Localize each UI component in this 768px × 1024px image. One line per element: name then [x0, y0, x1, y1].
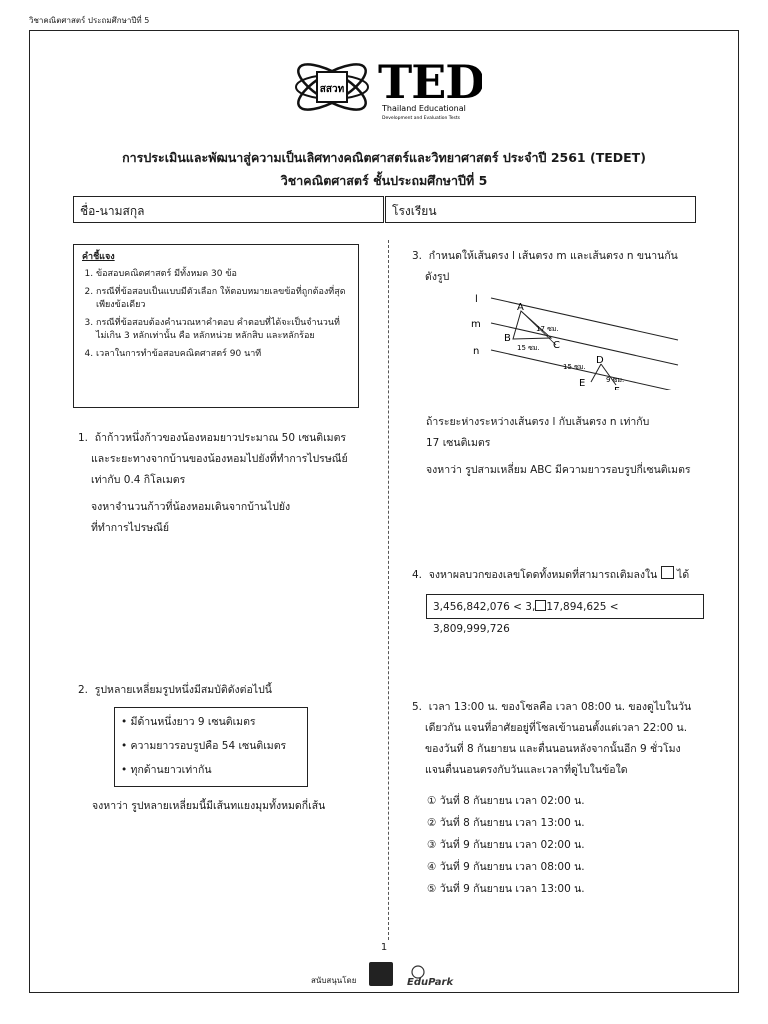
option-text: วันที่ 9 กันยายน เวลา 02:00 น. [439, 839, 585, 851]
name-label: ชื่อ-นามสกุล [80, 204, 145, 218]
school-field[interactable] [385, 196, 696, 223]
exam-title: การประเมินและพัฒนาสู่ความเป็นเลิศทางคณิตศาสตร์และวิทยาศาสตร์ ประจำปี 2561 (TEDET) [122, 150, 646, 165]
q3-line1: กำหนดให้เส้นตรง l เส้นตรง m และเส้นตรง n ขนานกัน [428, 250, 678, 262]
option-text: วันที่ 8 กันยายน เวลา 02:00 น. [439, 795, 585, 807]
q4-number: 4. [412, 569, 423, 581]
svg-text:15 ซม.: 15 ซม. [563, 363, 586, 371]
q3-line3: ถ้าระยะห่างระหว่างเส้นตรง l กับเส้นตรง n เท่ากับ [426, 416, 650, 428]
instructions-box [73, 244, 359, 408]
q2-question: จงหาว่า รูปหลายเหลี่ยมนี้มีเส้นทแยงมุมทั้งหมดกี่เส้น [92, 800, 326, 812]
question-1 [78, 428, 378, 539]
svg-text:Development and Evaluation Tes: Development and Evaluation Tests [382, 116, 461, 121]
q2-line1: รูปหลายเหลี่ยมรูปหนึ่งมีสมบัติดังต่อไปนี้ [94, 684, 272, 696]
question-2 [78, 680, 378, 701]
instruction-item: 4. เวลาในการทำข้อสอบคณิตศาสตร์ 90 นาที [96, 348, 350, 361]
q1-number: 1. [78, 432, 89, 444]
option-2[interactable] [427, 812, 717, 834]
svg-text:9 ซม.: 9 ซม. [606, 376, 625, 384]
q3-number: 3. [412, 250, 423, 262]
q3-line5: จงหาว่า รูปสามเหลี่ยม ABC มีความยาวรอบรูปกี่เซนติเมตร [426, 464, 691, 476]
q5-number: 5. [412, 701, 423, 713]
option-text: วันที่ 9 กันยายน เวลา 08:00 น. [439, 861, 585, 873]
svg-text:A: A [517, 302, 524, 313]
blank-box-icon [535, 600, 546, 611]
q1-line5: ที่ทำการไปรษณีย์ [91, 522, 170, 534]
svg-text:Thailand Educational: Thailand Educational [382, 104, 466, 113]
option-mark: ① [427, 795, 437, 807]
q2-prop: ความยาวรอบรูปคือ 54 เซนติเมตร [130, 740, 287, 752]
option-text: วันที่ 8 กันยายน เวลา 13:00 น. [439, 817, 585, 829]
q3-line2: ดังรูป [425, 271, 450, 283]
svg-text:TEDET: TED [378, 55, 482, 109]
svg-text:D: D [596, 355, 604, 366]
svg-text:17 ซม.: 17 ซม. [536, 325, 559, 333]
svg-text:l: l [475, 294, 478, 305]
q4-expr-a: 3,456,842,076 < 3, [433, 601, 536, 613]
question-4 [412, 565, 722, 586]
name-field[interactable] [73, 196, 384, 223]
column-divider [388, 240, 389, 940]
q2-properties-box: • มีด้านหนึ่งยาว 9 เซนติเมตร • ความยาวรอบรูปคือ 54 เซนติเมตร • ทุกด้านยาวเท่ากัน [114, 707, 308, 787]
q4-line1-end: ได้ [677, 569, 690, 581]
q5-line3: ของวันที่ 8 กันยายน และตื่นนอนหลังจากนั้นอีก 9 ชั่วโมง [425, 743, 681, 755]
q5-line4: แจนตื่นนอนตรงกับวันและเวลาที่ดูไบในข้อใด [425, 764, 628, 776]
q2-prop: ทุกด้านยาวเท่ากัน [130, 764, 212, 776]
option-text: วันที่ 9 กันยายน เวลา 13:00 น. [439, 883, 585, 895]
svg-text:n: n [473, 346, 480, 357]
page-number: 1 [380, 942, 388, 953]
svg-text:สสวท: สสวท [319, 84, 345, 95]
svg-text:B: B [504, 333, 511, 344]
blank-box-icon [661, 566, 674, 579]
running-title: วิชาคณิตศาสตร์ ประถมศึกษาปีที่ 5 [29, 16, 150, 25]
svg-text:C: C [553, 340, 560, 351]
q2-number: 2. [78, 684, 89, 696]
option-mark: ③ [427, 839, 437, 851]
instructions-title: คำชี้แจง [82, 252, 115, 262]
question-5 [412, 697, 722, 781]
option-5[interactable] [427, 878, 717, 900]
school-label: โรงเรียน [392, 204, 437, 218]
tedet-logo [292, 50, 482, 124]
question-3 [412, 246, 712, 288]
q5-options [427, 790, 717, 900]
instruction-item: 3. กรณีที่ข้อสอบต้องคำนวณหาคำตอบ คำตอบที่ได้จะเป็นจำนวนที่ไม่เกิน 3 หลักเท่านั้น คือ หลักหน่วย หลักสิบ และหลักร้อย [96, 317, 350, 343]
q4-expr-b: 17,894,625 < 3,809,999,726 [433, 601, 619, 635]
q1-line1: ถ้าก้าวหนึ่งก้าวของน้องหอมยาวประมาณ 50 เซนติเมตร [94, 432, 347, 444]
exam-subject: วิชาคณิตศาสตร์ ชั้นประถมศึกษาปีที่ 5 [280, 173, 488, 188]
option-3[interactable] [427, 834, 717, 856]
svg-text:E: E [579, 378, 586, 389]
edupark-logo [404, 962, 462, 988]
q3-continued [426, 412, 716, 481]
svg-text:F [614, 386, 620, 390]
option-mark: ② [427, 817, 437, 829]
sponsor-label: สนับสนุนโดย [311, 976, 357, 985]
instruction-item: 1. ข้อสอบคณิตศาสตร์ มีทั้งหมด 30 ข้อ [96, 268, 350, 281]
option-1[interactable] [427, 790, 717, 812]
q3-line4: 17 เซนติเมตร [426, 437, 491, 449]
q5-line2: เดียวกัน แจนที่อาศัยอยู่ที่โซลเข้านอนตั้งแต่เวลา 22:00 น. [425, 722, 688, 734]
svg-text:15 ซม.: 15 ซม. [517, 344, 540, 352]
q1-line4: จงหาจำนวนก้าวที่น้องหอมเดินจากบ้านไปยัง [91, 501, 291, 513]
option-mark: ⑤ [427, 883, 437, 895]
svg-text:EduPark: EduPark [407, 977, 454, 988]
parallel-lines-figure [466, 290, 686, 390]
option-mark: ④ [427, 861, 437, 873]
q2-prop: มีด้านหนึ่งยาว 9 เซนติเมตร [130, 716, 256, 728]
q4-line1: จงหาผลบวกของเลขโดดทั้งหมดที่สามารถเติมลงใน [428, 569, 658, 581]
q5-line1: เวลา 13:00 น. ของโซลคือ เวลา 08:00 น. ของดูไบในวัน [428, 701, 692, 713]
instruction-item: 2. กรณีที่ข้อสอบเป็นแบบมีตัวเลือก ให้ตอบหมายเลขข้อที่ถูกต้องที่สุดเพียงข้อเดียว [96, 286, 350, 312]
q4-expression-box [426, 594, 704, 635]
svg-text:m: m [471, 319, 481, 330]
q1-line2: และระยะทางจากบ้านของน้องหอมไปยังที่ทำการไปรษณีย์ [91, 453, 348, 465]
q1-line3: เท่ากับ 0.4 กิโลเมตร [91, 474, 186, 486]
atom-emblem-icon [292, 50, 482, 124]
sponsor-logo-dark-icon [369, 962, 393, 986]
option-4[interactable] [427, 856, 717, 878]
